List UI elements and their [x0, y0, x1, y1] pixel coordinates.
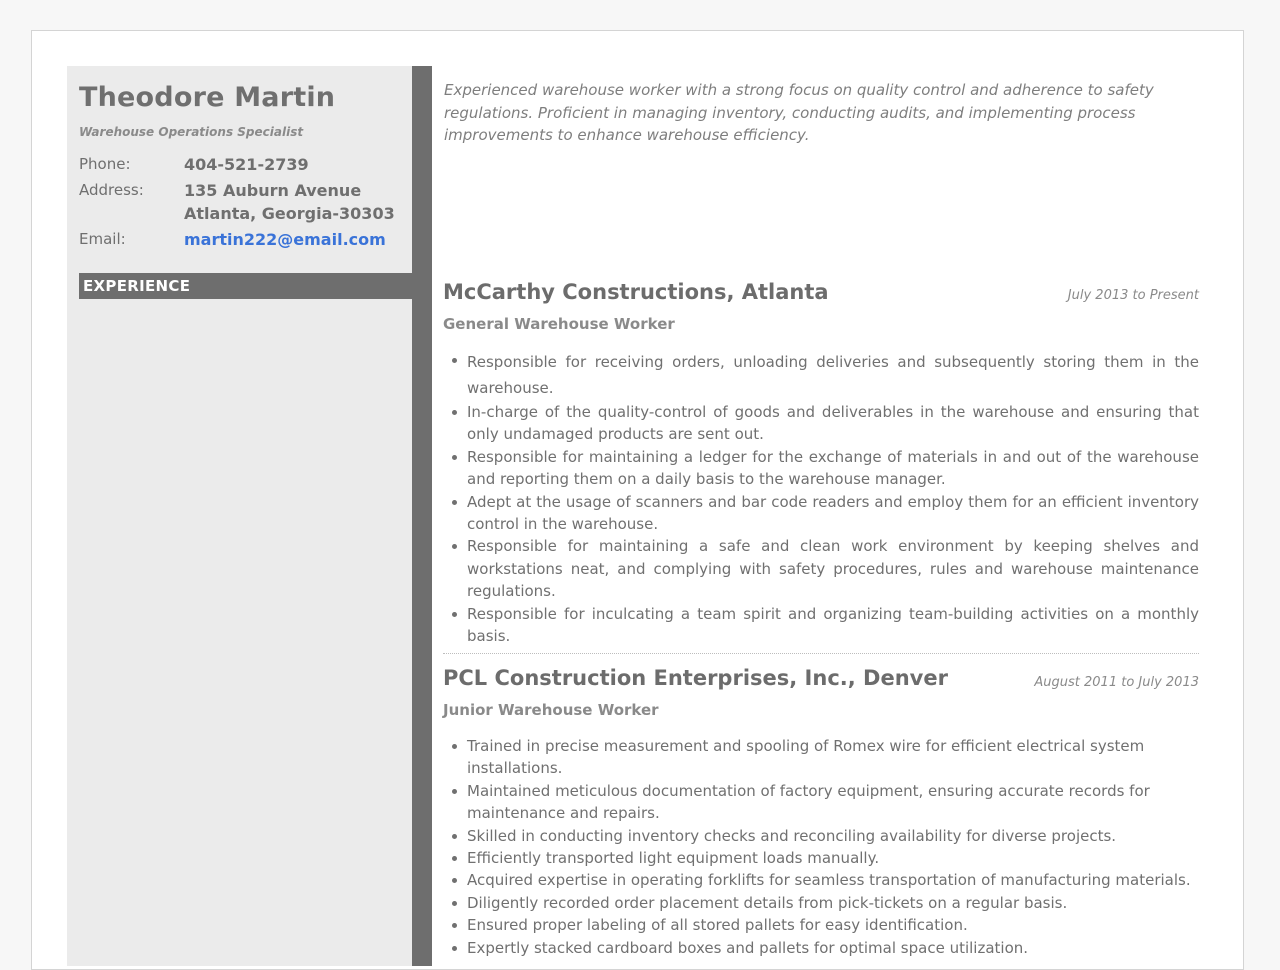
job-role: Junior Warehouse Worker — [443, 701, 659, 719]
job-separator — [443, 653, 1199, 654]
list-item: Skilled in conducting inventory checks and reconciling availability for diverse projects. — [443, 825, 1199, 847]
list-item: Acquired expertise in operating forklifts for seamless transportation of manufacturing materials. — [443, 869, 1199, 891]
job-company: McCarthy Constructions, Atlanta — [443, 280, 829, 304]
address-line1: 135 Auburn Avenue — [184, 181, 362, 200]
list-item: Responsible for maintaining a ledger for the exchange of materials in and out of the warehouse and reporting them on a daily basis to the warehouse manager. — [443, 446, 1199, 491]
job-dates: July 2013 to Present — [1067, 288, 1199, 303]
list-item: Diligently recorded order placement details from pick-tickets on a regular basis. — [443, 892, 1199, 914]
list-item: Efficiently transported light equipment loads manually. — [443, 847, 1199, 869]
phone-value: 404-521-2739 — [184, 155, 309, 174]
address-line2: Atlanta, Georgia-30303 — [184, 204, 395, 223]
job-dates: August 2011 to July 2013 — [1034, 675, 1199, 690]
job-duties-list — [443, 735, 1199, 959]
email-label: Email: — [79, 230, 126, 248]
list-item: Expertly stacked cardboard boxes and pallets for optimal space utilization. — [443, 937, 1199, 959]
list-item: Maintained meticulous documentation of factory equipment, ensuring accurate records for maintenance and repairs. — [443, 780, 1199, 825]
job-company: PCL Construction Enterprises, Inc., Denver — [443, 666, 948, 690]
person-title: Warehouse Operations Specialist — [79, 125, 304, 139]
list-item: In-charge of the quality-control of goods and deliverables in the warehouse and ensuring that only undamaged products are sent out. — [443, 401, 1199, 446]
list-item: Responsible for inculcating a team spirit and organizing team-building activities on a monthly basis. — [443, 603, 1199, 648]
list-item: Adept at the usage of scanners and bar code readers and employ them for an efficient inventory control in the warehouse. — [443, 491, 1199, 536]
sidebar — [67, 66, 412, 966]
list-item: Trained in precise measurement and spooling of Romex wire for efficient electrical system installations. — [443, 735, 1199, 780]
person-name: Theodore Martin — [79, 82, 336, 113]
job-role: General Warehouse Worker — [443, 315, 675, 333]
list-item: Ensured proper labeling of all stored pallets for easy identification. — [443, 914, 1199, 936]
profile-summary: Experienced warehouse worker with a strong focus on quality control and adherence to safety regulations. Proficient in managing inventory, conducting audits, and implementing process improvements to enhance warehouse efficiency. — [444, 81, 1154, 144]
job-duties-list — [443, 349, 1199, 647]
list-item: Responsible for maintaining a safe and clean work environment by keeping shelves and workstations neat, and complying with safety procedures, rules and warehouse maintenance regulations. — [443, 535, 1199, 602]
email-link[interactable]: martin222@email.com — [184, 230, 386, 249]
list-item: Responsible for receiving orders, unloading deliveries and subsequently storing them in the warehouse. — [443, 349, 1199, 401]
experience-section-header: EXPERIENCE — [79, 273, 412, 299]
address-label: Address: — [79, 181, 144, 199]
phone-label: Phone: — [79, 155, 131, 173]
sidebar-divider-bar — [412, 66, 432, 966]
